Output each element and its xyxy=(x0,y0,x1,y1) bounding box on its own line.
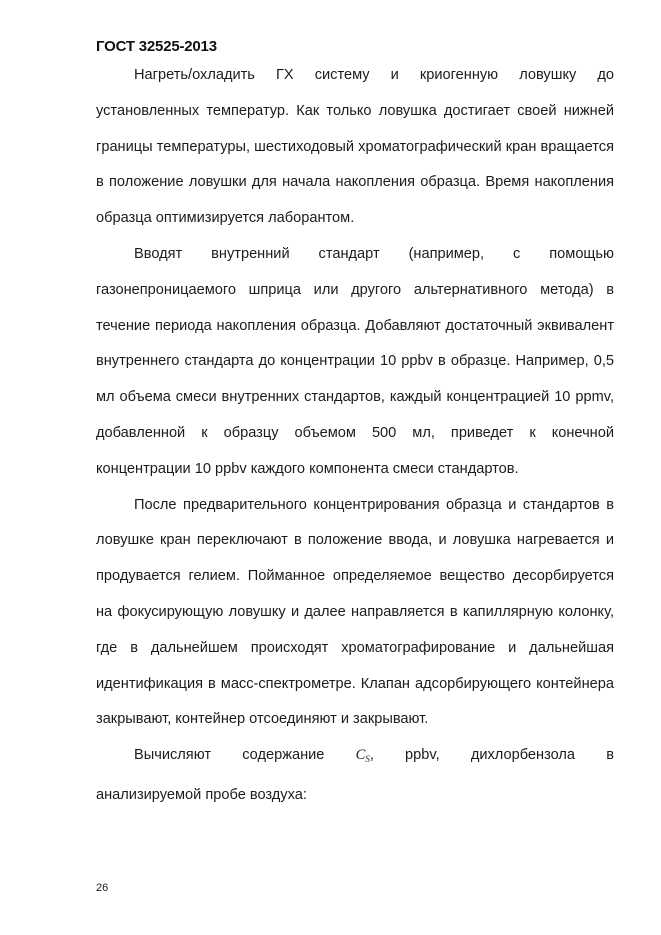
concentration-symbol-subscript: S xyxy=(365,754,370,765)
calc-word-compute: Вычисляют xyxy=(134,747,212,764)
paragraph-heating: Нагреть/охладить ГХ систему и криогенную ловушку до установленных температур. Как только ловушка достигает своей нижней границы температуры, шестиходовый хроматографический кран вращается в положение ловушки для начала накопления образца. Время накопления образца оптимизируется лаборантом. xyxy=(96,67,614,227)
calculation-line-end: анализируемой пробе воздуха: xyxy=(96,786,307,803)
concentration-symbol: $C_S$, xyxy=(355,747,374,765)
calc-word-content: содержание xyxy=(242,747,325,764)
paragraph-internal-standard: Вводят внутренний стандарт (например, с помощью газонепроницаемого шприца или другого альтернативного метода) в течение периода накопления образца. Добавляют достаточный эквивалент внутреннего стандарта до концентрации 10 ppbv в образце. Например, 0,5 мл объема смеси внутренних стандартов, каждый концентрацией 10 ppmv, добавленной к образцу объемом 500 мл, приведет к конечной концентрации 10 ppbv каждого компонента смеси стандартов. xyxy=(96,245,614,477)
calc-word-unit: ppbv, xyxy=(405,747,440,764)
calculation-line xyxy=(96,738,614,778)
calc-word-in: в xyxy=(606,747,614,764)
page-number: 26 xyxy=(96,882,109,894)
document-body xyxy=(96,58,614,814)
paragraph-desorption: После предварительного концентрирования образца и стандартов в ловушке кран переключают в положение ввода, и ловушка нагревается и продувается гелием. Пойманное определяемое вещество десорбируется на фокусирующую ловушку и далее направляется в капиллярную колонку, где в дальнейшем происходят хроматографирование и дальнейшая идентификация в масс-спектрометре. Клапан адсорбирующего контейнера закрывают, контейнер отсоединяют и закрывают. xyxy=(96,496,614,728)
calc-word-substance: дихлорбензола xyxy=(470,747,576,764)
standard-header: ГОСТ 32525-2013 xyxy=(96,38,217,55)
